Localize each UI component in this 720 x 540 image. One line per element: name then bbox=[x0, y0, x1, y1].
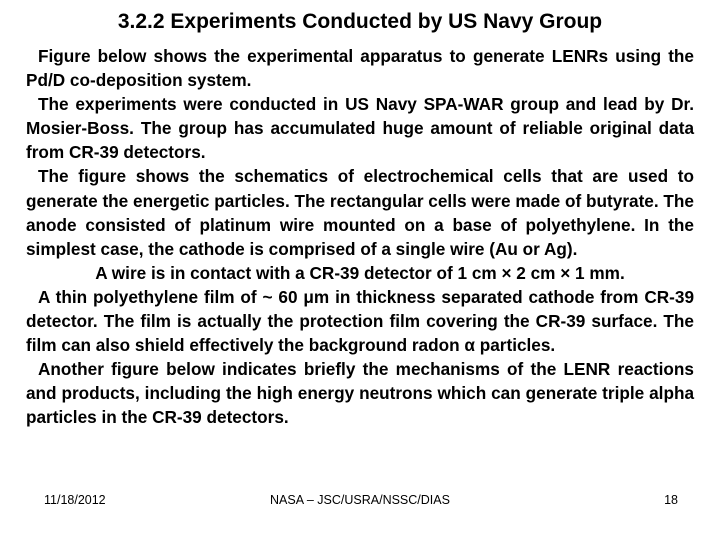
paragraph-cr39-detector: A wire is in contact with a CR-39 detector of 1 cm × 2 cm × 1 mm. bbox=[95, 262, 625, 283]
slide-title: 3.2.2 Experiments Conducted by US Navy Group bbox=[117, 10, 603, 33]
slide-body bbox=[26, 44, 694, 430]
footer-date: 11/18/2012 bbox=[44, 493, 106, 507]
footer-organization: NASA – JSC/USRA/NSSC/DIAS bbox=[270, 493, 450, 507]
paragraph-polyethylene-film: A thin polyethylene film of ~ 60 μm in thickness separated cathode from CR-39 detector. The film is actually the protection film covering the CR-39 surface. The film can also shield effectively the background radon α particles. bbox=[26, 286, 694, 356]
paragraph-cell-schematics: The figure shows the schematics of electrochemical cells that are used to generate the energetic particles. The rectangular cells were made of butyrate. The anode consisted of platinum wire mounted on a base of polyethylene. In the simplest case, the cathode is comprised of a single wire (Au or Ag). bbox=[26, 166, 694, 259]
paragraph-navy-group: The experiments were conducted in US Navy SPA-WAR group and lead by Dr. Mosier-Boss. The group has accumulated huge amount of reliable original data from CR-39 detectors. bbox=[26, 94, 694, 163]
paragraph-lenr-mechanisms: Another figure below indicates briefly the mechanisms of the LENR reactions and products, including the high energy neutrons which can generate triple alpha particles in the CR-39 detectors. bbox=[26, 359, 694, 428]
footer-page-number: 18 bbox=[664, 493, 678, 507]
paragraph-apparatus: Figure below shows the experimental apparatus to generate LENRs using the Pd/D co-deposition system. bbox=[26, 46, 694, 91]
